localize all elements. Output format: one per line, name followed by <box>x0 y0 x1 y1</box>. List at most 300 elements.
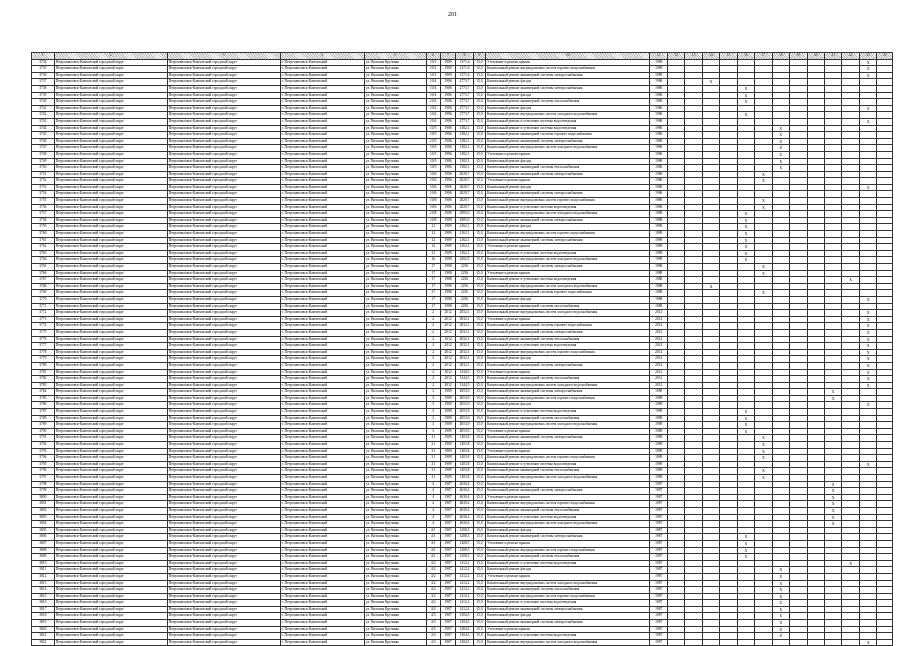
table-cell: 4/2 <box>426 587 440 594</box>
column-header: 23 <box>859 53 876 60</box>
mark-cell <box>825 376 842 383</box>
table-row <box>32 132 893 139</box>
mark-cell <box>772 283 789 290</box>
table-cell: Петропавловск-Камчатский городской округ <box>167 442 280 449</box>
table-cell <box>877 277 893 284</box>
table-cell: Петропавловск-Камчатский городской округ <box>54 59 167 66</box>
table-cell: 15,0 <box>473 409 485 416</box>
mark-cell <box>772 211 789 218</box>
table-cell: 1989 <box>440 428 455 435</box>
table-cell: г. Петропавловск-Камчатский <box>280 85 364 92</box>
mark-cell <box>842 323 859 330</box>
mark-cell <box>859 270 876 277</box>
mark-cell <box>842 468 859 475</box>
table-cell: 3785 <box>32 395 55 402</box>
mark-cell <box>720 468 737 475</box>
mark-cell <box>790 521 807 528</box>
mark-cell <box>842 158 859 165</box>
mark-cell <box>790 613 807 620</box>
mark-cell <box>772 171 789 178</box>
table-cell: 3 <box>426 422 440 429</box>
table-cell: X <box>702 79 719 86</box>
mark-cell <box>790 165 807 172</box>
table-cell: г. Петропавловск-Камчатский <box>280 514 364 521</box>
mark-cell <box>720 402 737 409</box>
mark-cell: X <box>772 593 789 600</box>
table-cell: ул. Виталия Кручины <box>364 237 426 244</box>
mark-cell <box>755 521 772 528</box>
table-cell: Капитальный ремонт фасада <box>486 224 650 231</box>
table-cell <box>702 540 719 547</box>
mark-cell <box>755 112 772 119</box>
mark-cell <box>790 224 807 231</box>
table-cell: 15,0 <box>473 264 485 271</box>
table-cell: 10/6 <box>426 184 440 191</box>
table-cell <box>667 554 684 561</box>
table-cell: Петропавловск-Камчатский городской округ <box>167 343 280 350</box>
mark-cell <box>842 237 859 244</box>
table-cell: ул. Виталия Кручины <box>364 521 426 528</box>
table-cell: Капитальный ремонт инженерной системы горячего водоснабжения <box>486 323 650 330</box>
table-cell: ул. Виталия Кручины <box>364 402 426 409</box>
table-cell <box>702 442 719 449</box>
mark-cell <box>790 178 807 185</box>
mark-cell <box>825 244 842 251</box>
mark-cell <box>842 105 859 112</box>
table-cell: 15,0 <box>473 448 485 455</box>
mark-cell <box>842 488 859 495</box>
mark-cell <box>720 99 737 106</box>
mark-cell <box>842 514 859 521</box>
table-cell: 4630,4 <box>456 481 473 488</box>
table-cell: 1987 <box>650 639 667 646</box>
table-row <box>32 244 893 251</box>
table-cell <box>702 606 719 613</box>
mark-cell <box>755 145 772 152</box>
table-cell: г. Петропавловск-Камчатский <box>280 198 364 205</box>
table-cell: 1986 <box>650 171 667 178</box>
mark-cell <box>842 422 859 429</box>
table-cell: г. Петропавловск-Камчатский <box>280 125 364 132</box>
table-cell: ул. Виталия Кручины <box>364 343 426 350</box>
mark-cell <box>842 580 859 587</box>
table-cell: 10/1 <box>426 66 440 73</box>
table-cell: Петропавловск-Камчатский городской округ <box>54 303 167 310</box>
mark-cell <box>807 184 824 191</box>
table-cell: 4630,4 <box>456 514 473 521</box>
mark-cell <box>807 534 824 541</box>
table-cell <box>702 422 719 429</box>
mark-cell <box>790 158 807 165</box>
table-cell: Капитальный ремонт и утепление системы водоотведения <box>486 633 650 640</box>
table-row <box>32 613 893 620</box>
mark-cell <box>807 191 824 198</box>
mark-cell <box>755 125 772 132</box>
table-cell: 15,0 <box>473 521 485 528</box>
column-header: 12 <box>667 53 684 60</box>
mark-cell <box>737 626 754 633</box>
table-cell <box>685 560 702 567</box>
table-cell: 15,0 <box>473 356 485 363</box>
mark-cell <box>737 633 754 640</box>
table-cell <box>702 99 719 106</box>
mark-cell <box>720 151 737 158</box>
mark-cell <box>772 92 789 99</box>
mark-cell: X <box>737 534 754 541</box>
table-cell <box>877 356 893 363</box>
mark-cell <box>825 547 842 554</box>
table-row <box>32 382 893 389</box>
mark-cell <box>859 303 876 310</box>
mark-cell <box>772 461 789 468</box>
table-cell: Утепление и ремонт крыши <box>486 369 650 376</box>
table-cell: Капитальный ремонт инженерной системы электроснабжения <box>486 138 650 145</box>
table-cell: 1989 <box>650 257 667 264</box>
mark-cell <box>807 567 824 574</box>
table-cell: Петропавловск-Камчатский городской округ <box>54 250 167 257</box>
table-cell <box>702 132 719 139</box>
mark-cell <box>720 494 737 501</box>
table-cell <box>685 488 702 495</box>
table-cell <box>877 105 893 112</box>
column-header: 7 <box>440 53 455 60</box>
column-header: 2 <box>54 53 167 60</box>
table-cell: ул. Виталия Кручины <box>364 184 426 191</box>
table-cell: Капитальный ремонт фасада <box>486 158 650 165</box>
table-cell: 2012 <box>440 356 455 363</box>
table-row <box>32 323 893 330</box>
table-cell: Петропавловск-Камчатский городской округ <box>54 244 167 251</box>
table-cell: 3741 <box>32 105 55 112</box>
table-cell: ул. Виталия Кручины <box>364 409 426 416</box>
table-cell: 1989 <box>650 422 667 429</box>
mark-cell <box>720 415 737 422</box>
mark-cell <box>790 310 807 317</box>
mark-cell <box>842 395 859 402</box>
table-cell <box>877 158 893 165</box>
mark-cell <box>737 580 754 587</box>
table-cell: Петропавловск-Камчатский городской округ <box>167 639 280 646</box>
table-cell: 2032,1 <box>456 329 473 336</box>
table-cell <box>702 171 719 178</box>
mark-cell <box>737 323 754 330</box>
mark-cell <box>772 402 789 409</box>
table-cell: 1987 <box>650 593 667 600</box>
table-cell: ул. Виталия Кручины <box>364 66 426 73</box>
table-row <box>32 356 893 363</box>
mark-cell <box>737 369 754 376</box>
table-cell: 1986 <box>650 158 667 165</box>
table-cell: Петропавловск-Камчатский городской округ <box>54 395 167 402</box>
table-cell <box>877 290 893 297</box>
table-cell: 1987 <box>440 600 455 607</box>
table-cell: г. Петропавловск-Камчатский <box>280 428 364 435</box>
table-cell <box>877 244 893 251</box>
table-cell: Петропавловск-Камчатский городской округ <box>54 79 167 86</box>
table-cell: 1989 <box>440 244 455 251</box>
table-cell: ул. Виталия Кручины <box>364 448 426 455</box>
mark-cell <box>720 554 737 561</box>
table-cell <box>685 428 702 435</box>
table-cell <box>667 204 684 211</box>
mark-cell <box>859 224 876 231</box>
table-cell: Петропавловск-Камчатский городской округ <box>167 92 280 99</box>
mark-cell <box>842 72 859 79</box>
mark-cell <box>859 257 876 264</box>
mark-cell <box>720 118 737 125</box>
table-cell <box>702 204 719 211</box>
mark-cell <box>720 59 737 66</box>
mark-cell <box>825 587 842 594</box>
mark-cell <box>842 620 859 627</box>
mark-cell <box>807 560 824 567</box>
table-cell: 2236 <box>456 296 473 303</box>
table-cell: Петропавловск-Камчатский городской округ <box>167 303 280 310</box>
mark-cell <box>772 178 789 185</box>
mark-cell <box>737 527 754 534</box>
table-row <box>32 264 893 271</box>
table-cell <box>702 59 719 66</box>
table-cell: 1989 <box>650 72 667 79</box>
table-cell <box>667 329 684 336</box>
table-cell <box>702 231 719 238</box>
mark-cell <box>720 547 737 554</box>
mark-cell <box>842 145 859 152</box>
table-cell: 15,0 <box>473 59 485 66</box>
mark-cell <box>737 290 754 297</box>
table-cell: 3748 <box>32 151 55 158</box>
table-cell: Капитальный ремонт внутридомовых систем горячего водоснабжения <box>486 547 650 554</box>
mark-cell: X <box>772 580 789 587</box>
table-cell <box>877 343 893 350</box>
table-cell <box>702 507 719 514</box>
mark-cell <box>720 606 737 613</box>
table-cell: 3805 <box>32 527 55 534</box>
table-cell: 1989 <box>650 455 667 462</box>
table-cell: 1986 <box>650 85 667 92</box>
mark-cell <box>772 290 789 297</box>
table-cell: 3737 <box>32 79 55 86</box>
mark-cell <box>825 409 842 416</box>
table-cell: г. Петропавловск-Камчатский <box>280 224 364 231</box>
table-row <box>32 527 893 534</box>
table-cell: Петропавловск-Камчатский городской округ <box>167 198 280 205</box>
table-row <box>32 442 893 449</box>
table-cell: 1382,1 <box>456 165 473 172</box>
mark-cell <box>755 606 772 613</box>
table-cell: 1989 <box>440 389 455 396</box>
mark-cell <box>807 204 824 211</box>
table-cell: 3776 <box>32 336 55 343</box>
table-cell: 1989 <box>650 66 667 73</box>
table-cell: 15,0 <box>473 191 485 198</box>
table-cell: 3 <box>426 395 440 402</box>
table-cell: 15,0 <box>473 316 485 323</box>
table-cell: г. Петропавловск-Камчатский <box>280 323 364 330</box>
table-cell: Петропавловск-Камчатский городской округ <box>167 382 280 389</box>
table-cell: 4630,4 <box>456 494 473 501</box>
table-cell: 3801 <box>32 501 55 508</box>
mark-cell: X <box>842 277 859 284</box>
mark-cell <box>825 356 842 363</box>
table-cell: Капитальный ремонт фасада <box>486 79 650 86</box>
mark-cell <box>842 250 859 257</box>
table-cell: 1989 <box>440 395 455 402</box>
mark-cell <box>755 329 772 336</box>
table-cell: Капитальный ремонт инженерной системы электроснабжения <box>486 534 650 541</box>
mark-cell <box>807 151 824 158</box>
table-cell: ул. Виталия Кручины <box>364 376 426 383</box>
table-cell <box>702 290 719 297</box>
table-cell: Петропавловск-Камчатский городской округ <box>54 362 167 369</box>
table-cell: 2032,1 <box>456 316 473 323</box>
table-cell: Капитальный ремонт инженерной системы электроснабжения <box>486 329 650 336</box>
table-cell: 4/2 <box>426 560 440 567</box>
table-cell: Петропавловск-Камчатский городской округ <box>167 481 280 488</box>
table-cell: 12 <box>426 231 440 238</box>
table-cell: 1988 <box>440 264 455 271</box>
table-cell: Петропавловск-Камчатский городской округ <box>54 356 167 363</box>
mark-cell <box>825 277 842 284</box>
table-cell: 1988 <box>440 211 455 218</box>
mark-cell: X <box>772 567 789 574</box>
table-row <box>32 494 893 501</box>
mark-cell <box>859 264 876 271</box>
table-row <box>32 501 893 508</box>
mark-cell <box>842 224 859 231</box>
table-cell: 1986 <box>650 118 667 125</box>
mark-cell <box>842 527 859 534</box>
table-cell: 1987 <box>650 547 667 554</box>
table-cell: 1987 <box>650 626 667 633</box>
mark-cell <box>772 112 789 119</box>
table-cell: г. Петропавловск-Камчатский <box>280 138 364 145</box>
mark-cell <box>825 639 842 646</box>
table-row <box>32 270 893 277</box>
mark-cell <box>859 283 876 290</box>
mark-cell <box>790 395 807 402</box>
table-cell <box>702 362 719 369</box>
table-cell: 10/6 <box>426 204 440 211</box>
table-cell: 2020,7 <box>456 198 473 205</box>
table-cell: 3816 <box>32 600 55 607</box>
table-row <box>32 92 893 99</box>
table-cell: 15,0 <box>473 151 485 158</box>
mark-cell <box>842 178 859 185</box>
mark-cell: X <box>772 587 789 594</box>
table-cell <box>702 376 719 383</box>
table-cell <box>877 415 893 422</box>
mark-cell <box>720 501 737 508</box>
mark-cell <box>755 376 772 383</box>
table-cell: Петропавловск-Камчатский городской округ <box>167 507 280 514</box>
mark-cell <box>807 165 824 172</box>
mark-cell <box>737 475 754 482</box>
mark-cell <box>859 92 876 99</box>
table-row <box>32 349 893 356</box>
table-cell: 3743 <box>32 118 55 125</box>
table-cell: 15,0 <box>473 501 485 508</box>
table-cell <box>667 283 684 290</box>
table-cell: ул. Виталия Кручины <box>364 395 426 402</box>
table-cell: Петропавловск-Камчатский городской округ <box>167 422 280 429</box>
mark-cell <box>790 171 807 178</box>
mark-cell <box>737 461 754 468</box>
table-row <box>32 336 893 343</box>
mark-cell <box>772 382 789 389</box>
mark-cell <box>737 204 754 211</box>
table-cell: 1988 <box>650 217 667 224</box>
mark-cell <box>790 547 807 554</box>
table-cell <box>667 138 684 145</box>
table-cell: Петропавловск-Камчатский городской округ <box>54 448 167 455</box>
table-cell: ул. Виталия Кручины <box>364 165 426 172</box>
mark-cell <box>825 264 842 271</box>
table-cell: 15,0 <box>473 613 485 620</box>
table-cell: 4 <box>426 488 440 495</box>
table-cell <box>702 501 719 508</box>
table-cell <box>877 613 893 620</box>
mark-cell <box>825 448 842 455</box>
table-cell: 1986 <box>650 79 667 86</box>
mark-cell <box>720 264 737 271</box>
mark-cell <box>790 244 807 251</box>
table-cell <box>685 540 702 547</box>
table-cell: 10/4 <box>426 105 440 112</box>
table-cell: 1382,1 <box>456 145 473 152</box>
mark-cell <box>790 138 807 145</box>
table-cell: 15,0 <box>473 639 485 646</box>
table-cell: 4/3 <box>426 639 440 646</box>
table-cell: 1988 <box>650 211 667 218</box>
table-cell <box>667 257 684 264</box>
table-cell: 3822 <box>32 639 55 646</box>
mark-cell <box>842 296 859 303</box>
table-cell: Петропавловск-Камчатский городской округ <box>167 573 280 580</box>
table-cell: Петропавловск-Камчатский городской округ <box>167 600 280 607</box>
table-cell <box>877 521 893 528</box>
mark-cell <box>790 151 807 158</box>
table-cell: 1986 <box>650 165 667 172</box>
mark-cell: X <box>772 165 789 172</box>
table-cell: 15,0 <box>473 138 485 145</box>
table-cell <box>877 125 893 132</box>
table-row <box>32 534 893 541</box>
mark-cell <box>790 231 807 238</box>
mark-cell <box>720 296 737 303</box>
mark-cell <box>825 402 842 409</box>
table-cell: 4/3 <box>426 626 440 633</box>
table-cell: 1986 <box>440 165 455 172</box>
table-cell <box>877 395 893 402</box>
table-cell: ул. Виталия Кручины <box>364 461 426 468</box>
mark-cell <box>772 448 789 455</box>
table-cell: Петропавловск-Камчатский городской округ <box>167 178 280 185</box>
mark-cell <box>825 92 842 99</box>
table-cell: г. Петропавловск-Камчатский <box>280 158 364 165</box>
mark-cell <box>790 461 807 468</box>
table-cell <box>667 461 684 468</box>
mark-cell <box>807 606 824 613</box>
table-cell <box>702 521 719 528</box>
mark-cell <box>790 554 807 561</box>
table-cell: ул. Виталия Кручины <box>364 369 426 376</box>
mark-cell <box>842 600 859 607</box>
mark-cell <box>859 507 876 514</box>
mark-cell: X <box>772 125 789 132</box>
table-cell: Петропавловск-Камчатский городской округ <box>167 593 280 600</box>
table-cell: Петропавловск-Камчатский городской округ <box>167 270 280 277</box>
